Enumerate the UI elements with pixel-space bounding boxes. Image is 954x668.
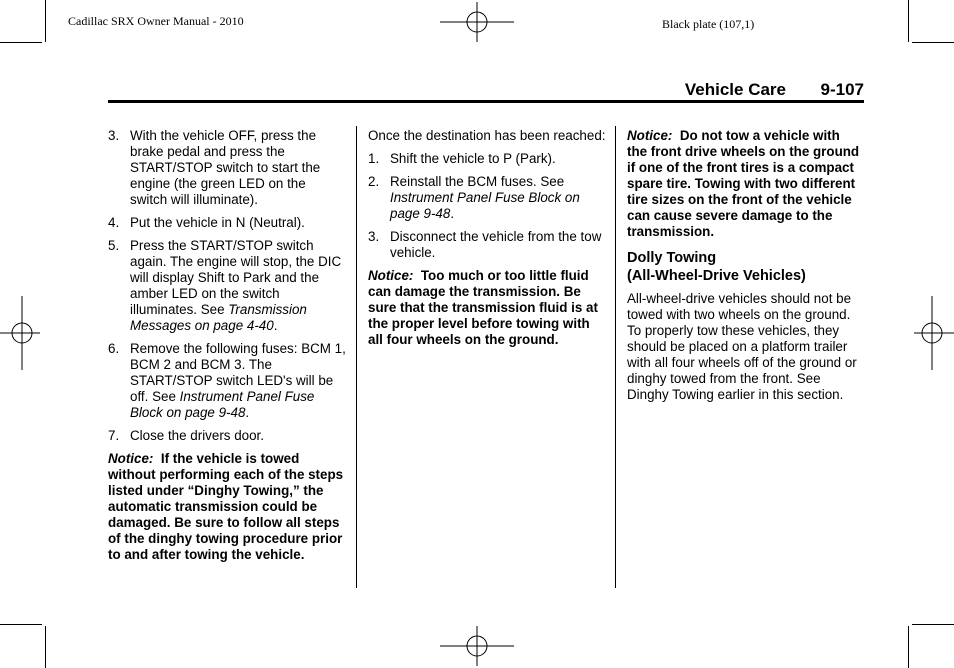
step-item (368, 229, 606, 261)
header-rule (108, 100, 864, 103)
column-3 (627, 128, 863, 410)
notice-text: If the vehicle is towed without performing each of the steps listed under “Dinghy Towing,” the automatic transmission could be damaged. Be sure to follow all steps of the dinghy towing procedure prior to and after towing the vehicle. (108, 451, 344, 562)
notice-text: Too much or too little fluid can damage the transmission. Be sure that the transmission fluid is at the proper level before towing with all four wheels on the ground. (368, 268, 598, 347)
heading-line: (All-Wheel-Drive Vehicles) (627, 268, 806, 284)
column-divider (615, 126, 616, 588)
steps-list (368, 151, 606, 261)
step-text-tail: . (273, 318, 278, 333)
steps-list (108, 128, 346, 444)
notice-paragraph (368, 268, 606, 348)
step-text: Shift the vehicle to P (Park). (390, 151, 556, 166)
step-number: 3. (368, 229, 380, 244)
body-paragraph: All-wheel-drive vehicles should not be towed with two wheels on the ground. To properly tow these vehicles, they should be placed on a platform trailer with all four wheels off of the ground or dinghy towed from the front. See Dinghy Towing earlier in this section. (627, 291, 857, 402)
section-header (108, 80, 864, 100)
cross-reference-link[interactable]: Transmission Messages on page 4-40 (130, 302, 307, 333)
step-text: Put the vehicle in N (Neutral). (130, 215, 305, 230)
step-item (108, 215, 346, 231)
notice-paragraph (108, 451, 346, 563)
step-number: 7. (108, 428, 120, 443)
step-number: 2. (368, 174, 380, 189)
crop-mark (908, 0, 909, 42)
step-number: 6. (108, 341, 120, 356)
crop-mark (908, 626, 909, 668)
step-number: 1. (368, 151, 380, 166)
registration-mark-icon (440, 624, 514, 668)
step-item (108, 128, 346, 208)
registration-mark-icon (0, 296, 44, 370)
section-heading (627, 249, 863, 285)
cross-reference-link[interactable]: Instrument Panel Fuse Block on page 9-48 (390, 190, 580, 221)
crop-mark (912, 42, 954, 43)
crop-mark (45, 0, 46, 42)
notice-label: Notice: (108, 451, 154, 466)
registration-mark-icon (440, 0, 514, 44)
page-number: 9-107 (820, 80, 864, 99)
step-number: 5. (108, 238, 120, 253)
step-item (108, 238, 346, 334)
step-item (368, 174, 606, 222)
crop-mark (912, 624, 954, 625)
step-text-tail: . (245, 405, 250, 420)
step-number: 3. (108, 128, 120, 143)
column-1 (108, 128, 346, 570)
step-number: 4. (108, 215, 120, 230)
step-text: Press the START/STOP switch again. The engine will stop, the DIC will display Shift to Park and the amber LED on the switch illuminates. See (130, 238, 342, 317)
cross-reference-link[interactable]: Instrument Panel Fuse Block on page 9-48 (130, 389, 315, 420)
notice-label: Notice: (627, 128, 673, 143)
plate-label: Black plate (107,1) (662, 17, 755, 31)
heading-line: Dolly Towing (627, 250, 717, 266)
step-text: Remove the following fuses: BCM 1, BCM 2 and BCM 3. The START/STOP switch LED's will be off. See (130, 341, 346, 404)
step-text: Reinstall the BCM fuses. See (390, 174, 565, 189)
step-item (108, 428, 346, 444)
document-title: Cadillac SRX Owner Manual - 2010 (68, 14, 244, 28)
step-text: With the vehicle OFF, press the brake pedal and press the START/STOP switch to start the engine (the green LED on the switch will illuminate). (130, 128, 321, 207)
crop-mark (0, 42, 42, 43)
step-text: Close the drivers door. (130, 428, 264, 443)
step-text-tail: . (450, 206, 455, 221)
step-text: Disconnect the vehicle from the tow vehicle. (390, 229, 602, 260)
column-2 (368, 128, 606, 355)
registration-mark-icon (910, 296, 954, 370)
notice-paragraph (627, 128, 863, 240)
notice-label: Notice: (368, 268, 414, 283)
intro-paragraph: Once the destination has been reached: (368, 128, 606, 143)
section-title: Vehicle Care (684, 80, 786, 99)
notice-text: Do not tow a vehicle with the front drive wheels on the ground if one of the front tires is a compact spare tire. Towing with two different tire sizes on the front of the vehicle can cause severe damage to the transmission. (627, 128, 860, 239)
step-item (368, 151, 606, 167)
crop-mark (45, 626, 46, 668)
crop-mark (0, 624, 42, 625)
column-divider (356, 126, 357, 588)
step-item (108, 341, 346, 421)
